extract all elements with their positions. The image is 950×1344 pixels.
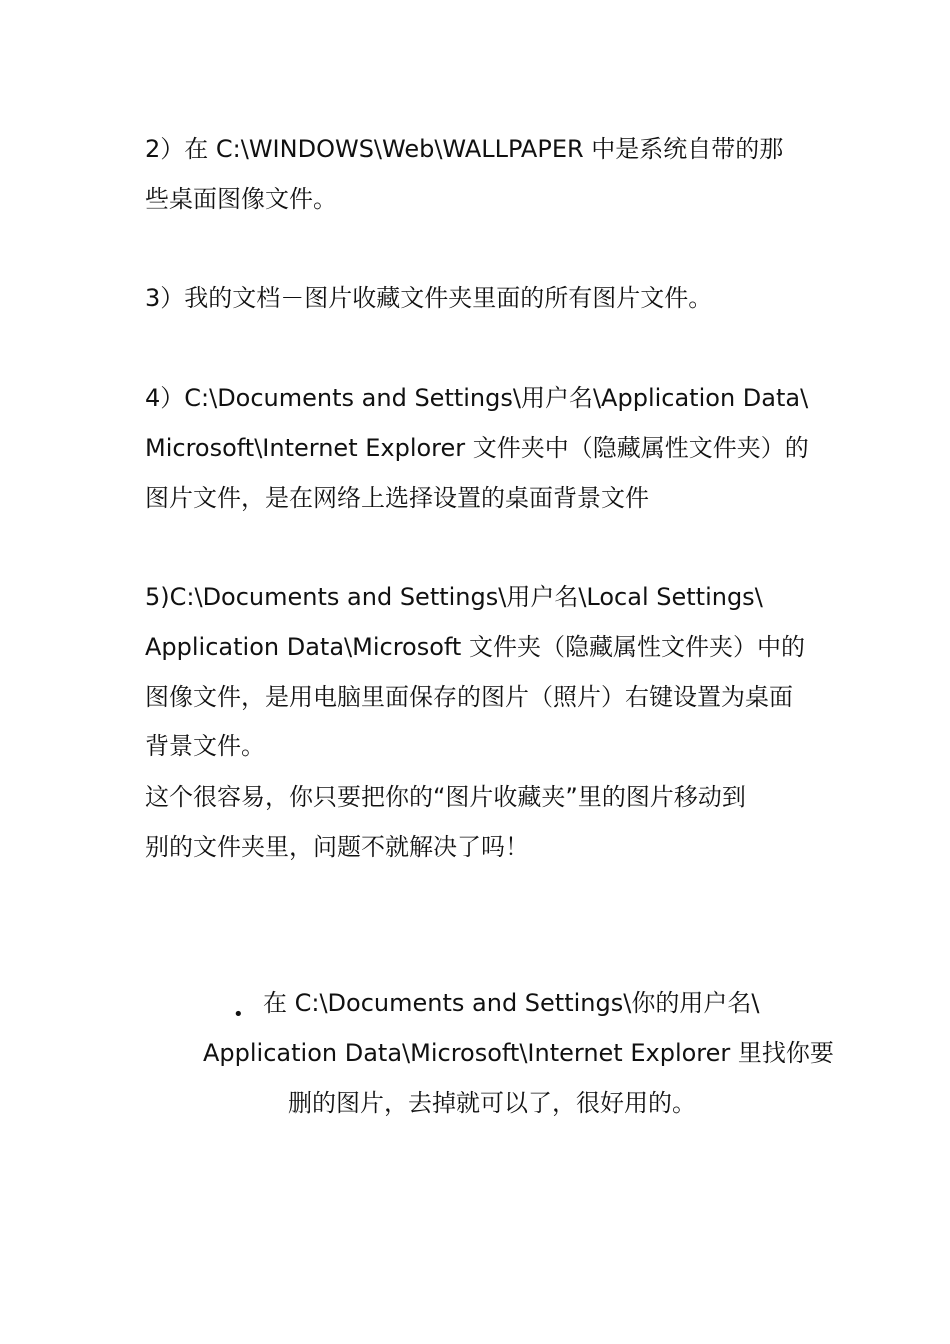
paragraph-5-line-5: 这个很容易，你只要把你的“图片收藏夹”里的图片移动到 (145, 783, 746, 811)
paragraph-2-line-1: 2）在 C:\WINDOWS\Web\WALLPAPER 中是系统自带的那 (145, 135, 784, 163)
bullet-marker: • (233, 1004, 244, 1025)
bullet-line-3: 删的图片，去掉就可以了，很好用的。 (288, 1089, 696, 1117)
paragraph-4-line-3: 图片文件，是在网络上选择设置的桌面背景文件 (145, 484, 649, 512)
bullet-line-2: Application Data\Microsoft\Internet Explorer 里找你要 (203, 1039, 834, 1067)
paragraph-2-line-2: 些桌面图像文件。 (145, 185, 337, 213)
paragraph-4-line-2: Microsoft\Internet Explorer 文件夹中（隐藏属性文件夹）的 (145, 434, 809, 462)
paragraph-5-line-3: 图像文件，是用电脑里面保存的图片（照片）右键设置为桌面 (145, 683, 793, 711)
paragraph-4-line-1: 4）C:\Documents and Settings\用户名\Application Data\ (145, 384, 809, 412)
paragraph-5-line-4: 背景文件。 (145, 732, 265, 760)
paragraph-5-line-6: 别的文件夹里，问题不就解决了吗！ (145, 833, 529, 861)
paragraph-5-line-2: Application Data\Microsoft 文件夹（隐藏属性文件夹）中的 (145, 633, 805, 661)
paragraph-3-line-1: 3）我的文档－图片收藏文件夹里面的所有图片文件。 (145, 284, 713, 312)
bullet-line-1: 在 C:\Documents and Settings\你的用户名\ (263, 989, 760, 1017)
paragraph-5-line-1: 5)C:\Documents and Settings\用户名\Local Settings\ (145, 583, 763, 611)
